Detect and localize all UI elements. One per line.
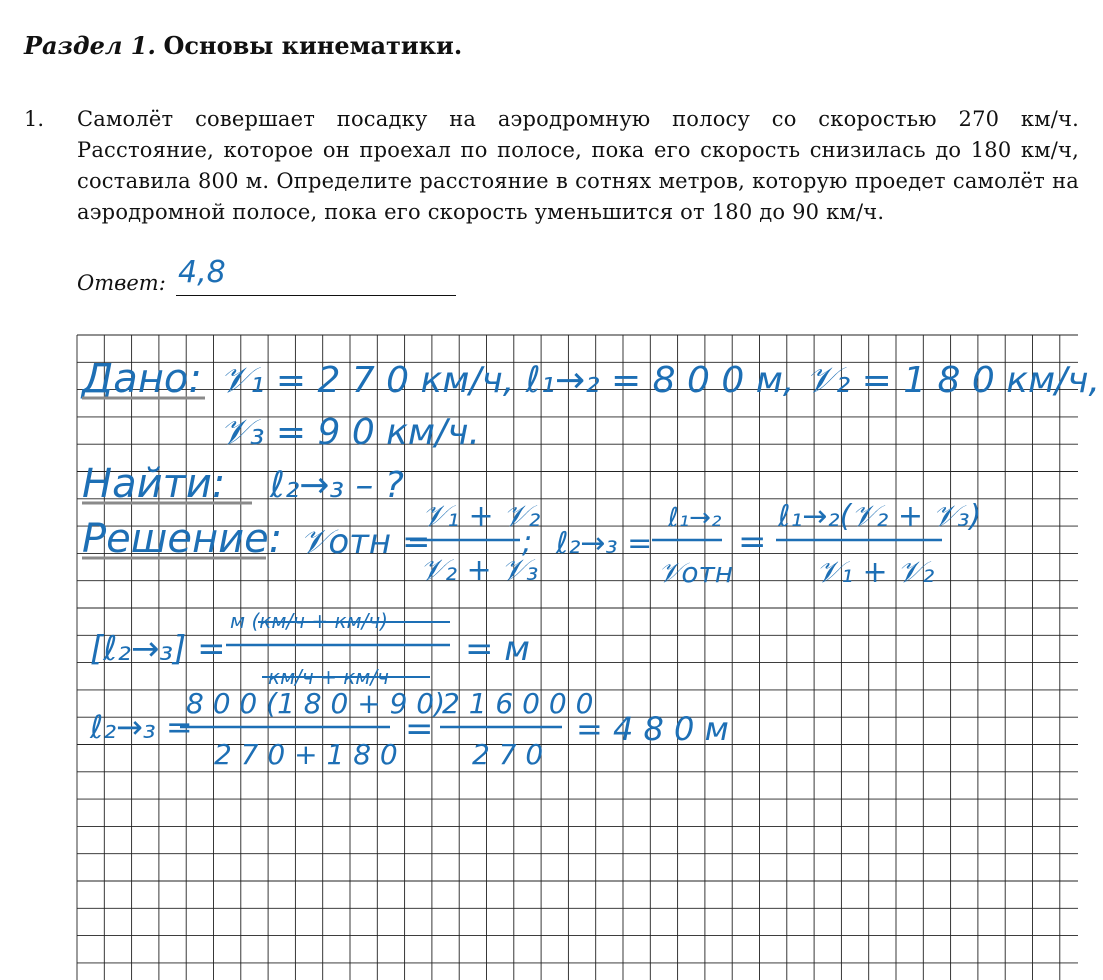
calc-equals: = — [405, 709, 434, 749]
v-rel-lhs: 𝒱отн = — [300, 522, 431, 562]
given-label: Дано: — [82, 356, 202, 402]
given-line-1: 𝒱₁ = 2 7 0 км/ч, ℓ₁→₂ = 8 0 0 м, 𝒱₂ = 1 8 0 км/ч, — [220, 360, 1100, 401]
l23-numerator-2: ℓ₁→₂(𝒱₂ + 𝒱₃) — [778, 499, 982, 534]
l23-numerator-1: ℓ₁→₂ — [668, 503, 722, 533]
section-title — [24, 30, 462, 62]
calc-lhs: ℓ₂→₃ = — [90, 708, 193, 746]
l23-equals: = — [738, 522, 767, 562]
l23-denominator-2: 𝒱₁ + 𝒱₂ — [816, 555, 935, 590]
calc-result: = 4 8 0 м — [576, 710, 729, 748]
calc-denominator-2: 2 7 0 — [472, 738, 544, 771]
v-rel-denominator: 𝒱₂ + 𝒱₃ — [420, 553, 539, 588]
find-expression: ℓ₂→₃ – ? — [270, 465, 404, 506]
units-rhs: = м — [465, 629, 530, 669]
solution-label: Решение: — [82, 516, 283, 562]
answer-value: 4,8 — [178, 255, 226, 290]
handwritten-solution — [80, 356, 1100, 771]
units-numerator: м (км/ч + км/ч) — [230, 609, 388, 633]
v-rel-numerator: 𝒱₁ + 𝒱₂ — [422, 499, 541, 534]
units-lhs: [ℓ₂→₃] = — [90, 629, 226, 669]
units-denominator: км/ч + км/ч — [268, 665, 389, 689]
calc-numerator-2: 2 1 6 0 0 0 — [442, 687, 594, 720]
grid-lines — [77, 335, 1078, 980]
l23-denominator-1: 𝒱отн — [658, 556, 734, 589]
task-text: Самолёт совершает посадку на аэродромную полосу со скоростью 270 км/ч. Расстояние, которое он проехал по полосе, пока его скорость снизилась до 180 км/ч, составила 800 м. Определите расстояние в сотнях метров, которую проедет самолёт на аэродромной полосе, пока его скорость уменьшится от 180 до 90 км/ч. — [77, 107, 1079, 224]
l23-lhs: ℓ₂→₃ = — [556, 526, 653, 561]
answer-line — [176, 295, 456, 296]
separator: ; — [522, 525, 533, 560]
calc-denominator-1: 2 7 0 + 1 8 0 — [214, 738, 398, 771]
answer-label: Ответ: — [77, 271, 166, 295]
section-name: Основы кинематики. — [163, 31, 463, 60]
section-label: Раздел 1. — [24, 31, 156, 60]
task-number: 1. — [24, 107, 45, 131]
given-line-2: 𝒱₃ = 9 0 км/ч. — [220, 412, 480, 453]
calc-numerator-1: 8 0 0 (1 8 0 + 9 0) — [186, 687, 446, 720]
find-label: Найти: — [82, 461, 226, 507]
